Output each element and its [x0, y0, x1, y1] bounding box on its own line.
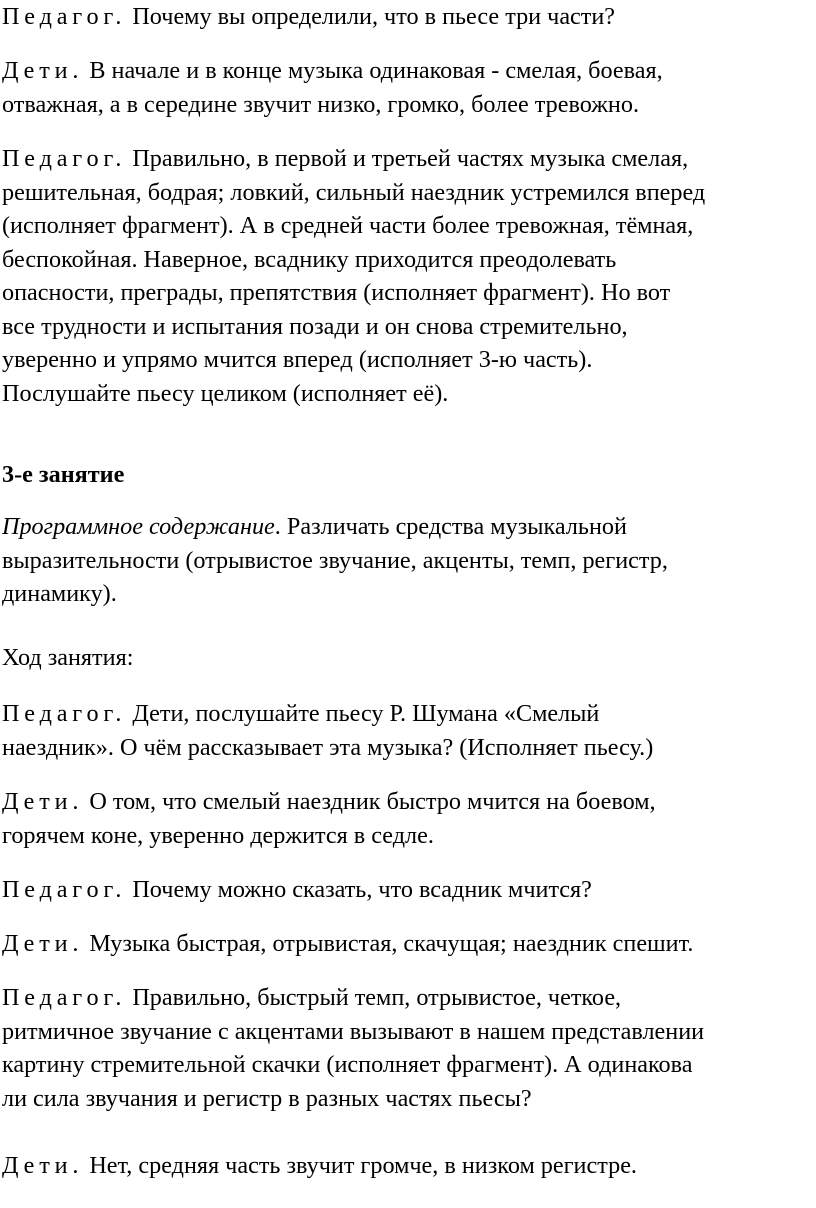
- speaker-children: Дети.: [2, 1152, 84, 1179]
- speaker-teacher: Педагог.: [2, 145, 127, 172]
- speaker-children: Дети.: [2, 788, 84, 815]
- line: картину стремительной скачки (исполняет фрагмент). А одинакова: [2, 1051, 693, 1078]
- speaker-teacher: Педагог.: [2, 984, 127, 1011]
- speaker-teacher: Педагог.: [2, 700, 127, 727]
- paragraph-children-fast: [2, 927, 812, 961]
- line: Дети. В начале и в конце музыка одинаковая - смелая, боевая,: [2, 57, 663, 84]
- line: выразительности (отрывистое звучание, акценты, темп, регистр,: [2, 546, 668, 574]
- paragraph-program-content: [2, 510, 812, 611]
- line: [2, 0, 812, 34]
- line: (исполняет фрагмент). А в средней части более тревожная, тёмная,: [2, 212, 694, 239]
- line: ли сила звучания и регистр в разных частях пьесы?: [2, 1084, 532, 1112]
- paragraph-teacher-listen: [2, 697, 812, 764]
- paragraph-teacher-why: [2, 873, 812, 907]
- line: Дети. О том, что смелый наездник быстро мчится на боевом,: [2, 788, 656, 815]
- line: Педагог. Дети, послушайте пьесу Р. Шумана «Смелый: [2, 700, 600, 727]
- line: Послушайте пьесу целиком (исполняет её).: [2, 379, 449, 407]
- speaker-teacher: Педагог.: [2, 3, 127, 30]
- line: Программное содержание. Различать средства музыкальной: [2, 513, 627, 540]
- line: все трудности и испытания позади и он снова стремительно,: [2, 312, 628, 340]
- line: отважная, а в середине звучит низко, громко, более тревожно.: [2, 90, 639, 118]
- section-heading: 3-е занятие: [2, 461, 125, 488]
- line: беспокойная. Наверное, всаднику приходится преодолевать: [2, 245, 617, 273]
- speaker-children: Дети.: [2, 57, 84, 84]
- speaker-teacher: Педагог.: [2, 876, 127, 903]
- line: горячем коне, уверенно держится в седле.: [2, 821, 434, 849]
- paragraph-teacher-tempo: [2, 981, 812, 1115]
- program-content-label: Программное содержание: [2, 513, 275, 540]
- paragraph-text: Почему вы определили, что в пьесе три части?: [132, 3, 616, 30]
- line: решительная, бодрая; ловкий, сильный наездник устремился вперед: [2, 178, 706, 206]
- paragraph-teacher-question-parts: [2, 0, 812, 34]
- line: опасности, преграды, препятствия (исполняет фрагмент). Но вот: [2, 279, 671, 306]
- line: Педагог. Правильно, быстрый темп, отрывистое, четкое,: [2, 984, 622, 1011]
- paragraph-lesson-progress: Ход занятия:: [2, 644, 134, 671]
- paragraph-teacher-explanation: [2, 142, 812, 410]
- line: ритмичное звучание с акцентами вызывают в нашем представлении: [2, 1017, 705, 1045]
- line: Педагог. Почему можно сказать, что всадник мчится?: [2, 876, 592, 903]
- line: уверенно и упрямо мчится вперед (исполняет 3-ю часть).: [2, 346, 593, 373]
- speaker-children: Дети.: [2, 930, 84, 957]
- line: Дети. Музыка быстрая, отрывистая, скачущая; наездник спешит.: [2, 930, 694, 957]
- paragraph-children-louder: [2, 1149, 812, 1183]
- line: Дети. Нет, средняя часть звучит громче, в низком регистре.: [2, 1152, 637, 1179]
- line: наездник». О чём рассказывает эта музыка? (Исполняет пьесу.): [2, 733, 654, 761]
- paragraph-children-answer-parts: [2, 54, 812, 121]
- line: динамику).: [2, 580, 117, 607]
- paragraph-children-rider: [2, 785, 812, 852]
- line: Педагог. Правильно, в первой и третьей частях музыка смелая,: [2, 145, 689, 172]
